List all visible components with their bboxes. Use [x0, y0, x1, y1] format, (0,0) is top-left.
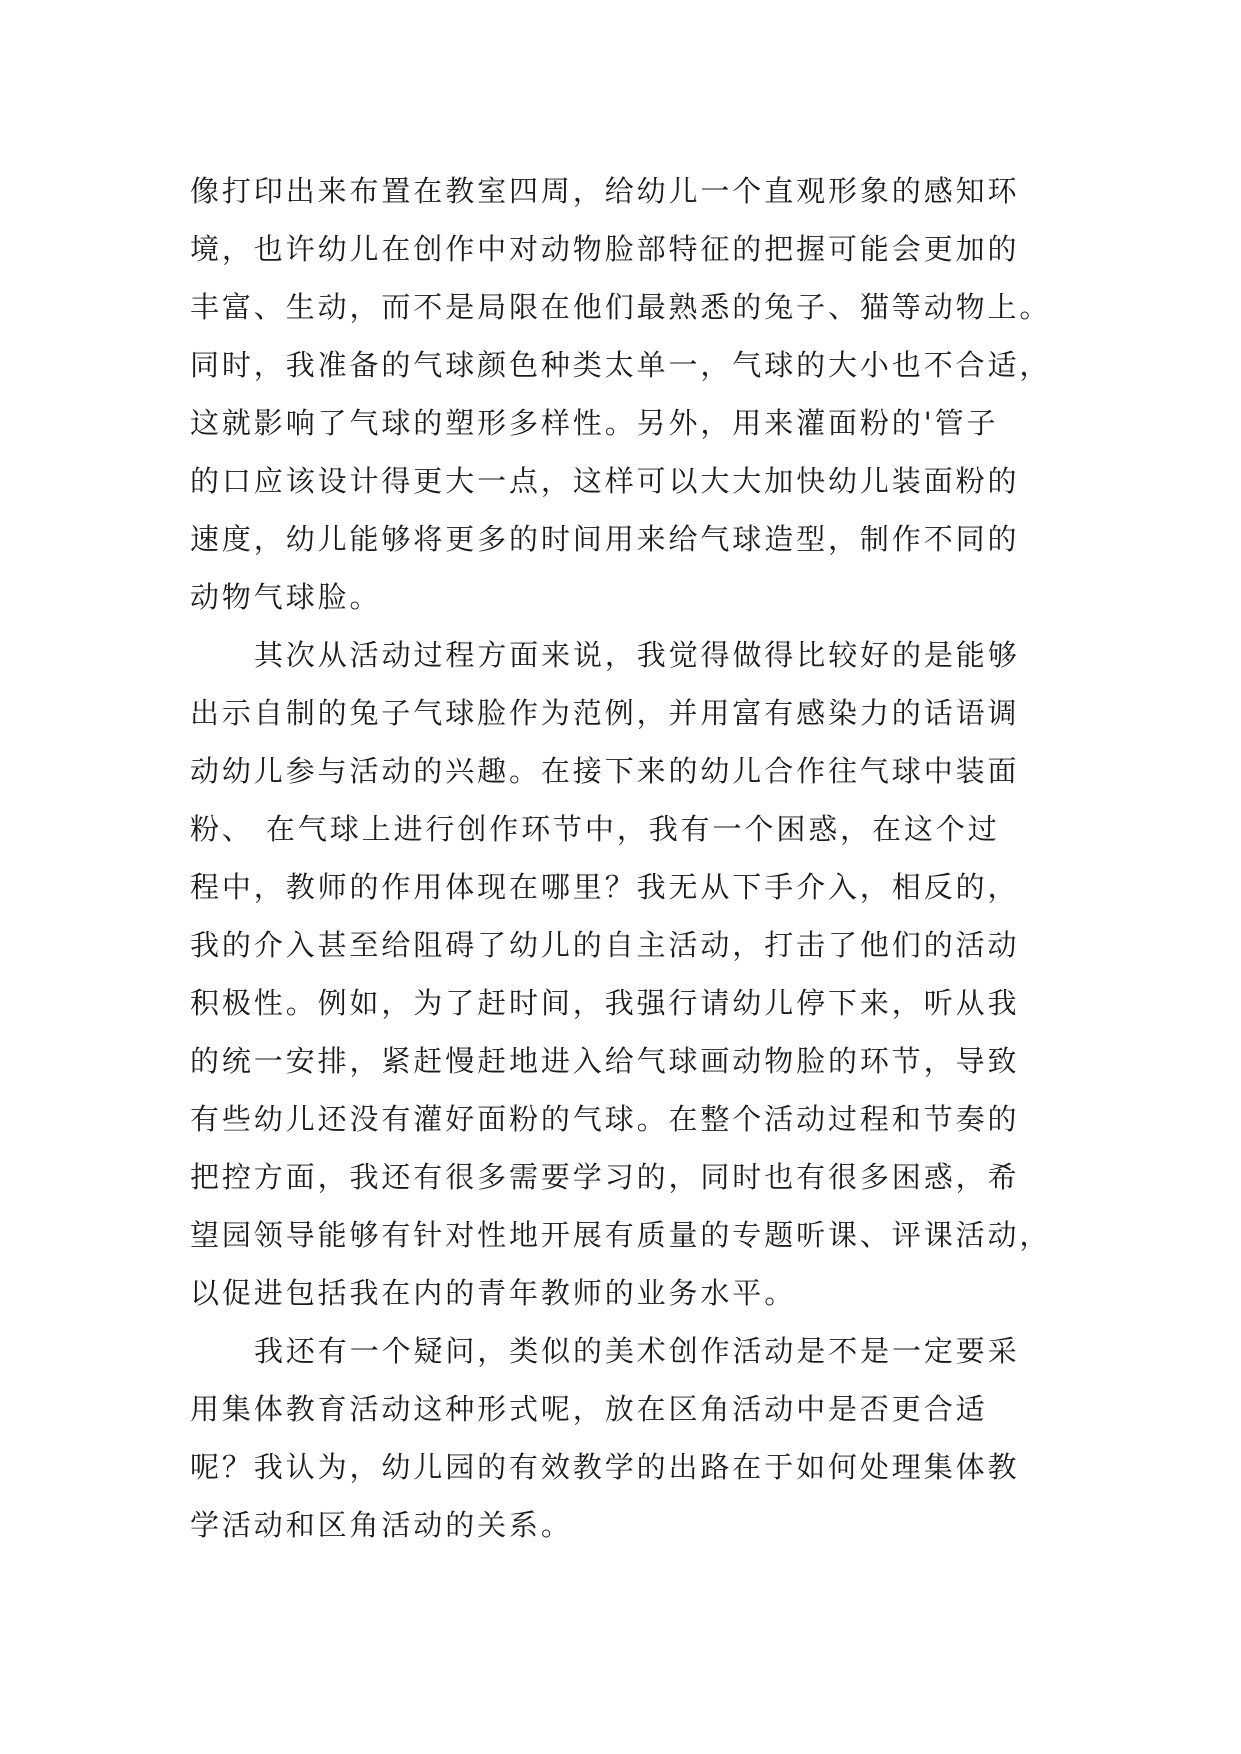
- text-line: 望园领导能够有针对性地开展有质量的专题听课、评课活动，: [190, 1218, 1052, 1252]
- text-line: 动幼儿参与活动的兴趣。在接下来的幼儿合作往气球中装面: [190, 754, 1020, 788]
- text-line: 把控方面，我还有很多需要学习的，同时也有很多困惑，希: [190, 1160, 1020, 1194]
- text-line: 以促进包括我在内的青年教师的业务水平。: [190, 1276, 797, 1310]
- body-text: [190, 162, 1058, 1554]
- text-line: 的统一安排，紧赶慢赶地进入给气球画动物脸的环节，导致: [190, 1044, 1020, 1078]
- text-line: 其次从活动过程方面来说，我觉得做得比较好的是能够: [254, 638, 1020, 672]
- text-line: 境，也许幼儿在创作中对动物脸部特征的把握可能会更加的: [190, 232, 1020, 266]
- text-line: 这就影响了气球的塑形多样性。另外，用来灌面粉的'管子: [190, 406, 999, 440]
- text-line: 的口应该设计得更大一点，这样可以大大加快幼儿装面粉的: [190, 464, 1020, 498]
- text-line: 程中，教师的作用体现在哪里？我无从下手介入，相反的，: [190, 870, 1020, 904]
- text-line: 出示自制的兔子气球脸作为范例，并用富有感染力的话语调: [190, 696, 1020, 730]
- text-line: 速度，幼儿能够将更多的时间用来给气球造型，制作不同的: [190, 522, 1020, 556]
- text-line: 我还有一个疑问，类似的美术创作活动是不是一定要采: [254, 1334, 1020, 1368]
- text-line: 丰富、生动，而不是局限在他们最熟悉的兔子、猫等动物上。: [190, 290, 1052, 324]
- text-line: 我的介入甚至给阻碍了幼儿的自主活动，打击了他们的活动: [190, 928, 1020, 962]
- text-line: 学活动和区角活动的关系。: [190, 1508, 573, 1542]
- text-line: 呢？我认为，幼儿园的有效教学的出路在于如何处理集体教: [190, 1450, 1020, 1484]
- text-line: 同时，我准备的气球颜色种类太单一，气球的大小也不合适，: [190, 348, 1052, 382]
- text-line: 用集体教育活动这种形式呢，放在区角活动中是否更合适: [190, 1392, 988, 1426]
- text-line: 像打印出来布置在教室四周，给幼儿一个直观形象的感知环: [190, 174, 1020, 208]
- text-line: 有些幼儿还没有灌好面粉的气球。在整个活动过程和节奏的: [190, 1102, 1020, 1136]
- text-line: 粉、 在气球上进行创作环节中，我有一个困惑，在这个过: [190, 812, 1000, 846]
- text-line: 积极性。例如，为了赶时间，我强行请幼儿停下来，听从我: [190, 986, 1020, 1020]
- text-line: 动物气球脸。: [190, 580, 382, 614]
